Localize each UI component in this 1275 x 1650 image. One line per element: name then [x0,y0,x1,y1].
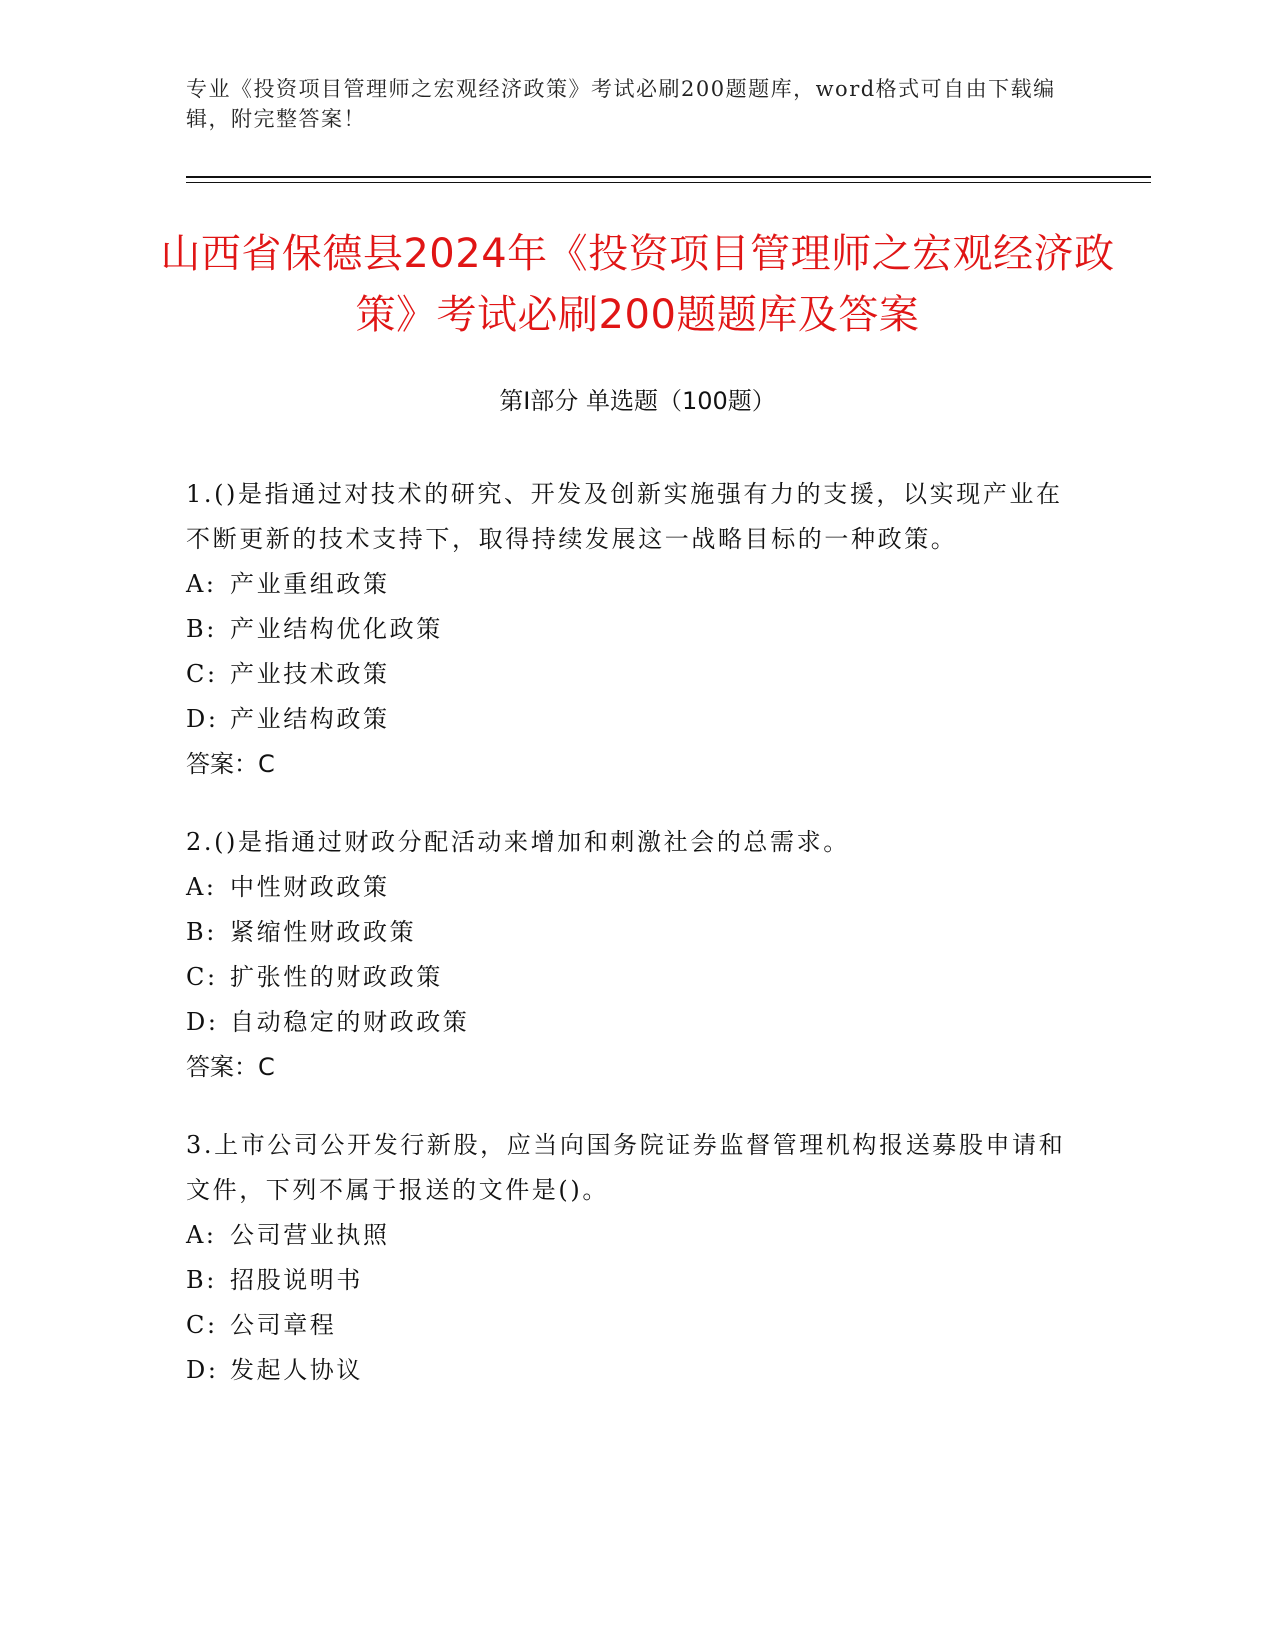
option-key: B: [186,1266,217,1294]
option-d [186,1000,1066,1045]
option-b [186,910,1066,955]
option-key: C: [186,1311,218,1339]
option-text: 紧缩性财政政策 [230,918,417,946]
option-b [186,607,1066,652]
answer-line: 答案：C [186,1053,275,1081]
question-stem: 1.()是指通过对技术的研究、开发及创新实施强有力的支援，以实现产业在不断更新的技术支持下，取得持续发展这一战略目标的一种政策。 [186,480,1063,553]
option-c [186,1303,1066,1348]
option-key: C: [186,963,218,991]
header-rule-thin [186,182,1151,183]
header-rule-thick [186,176,1151,178]
question-stem: 3.上市公司公开发行新股，应当向国务院证券监督管理机构报送募股申请和文件，下列不属于报送的文件是()。 [186,1131,1066,1204]
option-text: 产业重组政策 [230,570,390,598]
answer-line: 答案：C [186,750,275,778]
option-text: 产业技术政策 [230,660,390,688]
option-a [186,1213,1066,1258]
option-text: 公司章程 [230,1311,337,1339]
option-key: B: [186,615,217,643]
option-c [186,652,1066,697]
option-text: 招股说明书 [230,1266,363,1294]
option-text: 发起人协议 [230,1356,363,1384]
option-text: 公司营业执照 [230,1221,390,1249]
option-a [186,865,1066,910]
section-title: 第Ⅰ部分 单选题（100题） [499,387,776,415]
question-2 [186,820,1066,1090]
option-key: A: [186,570,217,598]
question-stem: 2.()是指通过财政分配活动来增加和刺激社会的总需求。 [186,828,850,856]
option-key: D: [186,1356,219,1384]
option-key: A: [186,1221,217,1249]
option-d [186,697,1066,742]
option-d [186,1348,1066,1393]
option-text: 中性财政政策 [230,873,390,901]
option-text: 自动稳定的财政政策 [230,1008,470,1036]
option-c [186,955,1066,1000]
question-1 [186,472,1066,787]
option-key: A: [186,873,217,901]
option-b [186,1258,1066,1303]
option-key: D: [186,1008,219,1036]
option-a [186,562,1066,607]
question-3 [186,1123,1066,1393]
header-note: 专业《投资项目管理师之宏观经济政策》考试必刷200题题库，word格式可自由下载编辑，附完整答案！ [186,77,1056,131]
option-key: C: [186,660,218,688]
option-text: 产业结构政策 [230,705,390,733]
option-key: B: [186,918,217,946]
document-title: 山西省保德县2024年《投资项目管理师之宏观经济政策》考试必刷200题题库及答案 [160,231,1115,338]
question-list [186,472,1066,1426]
option-text: 产业结构优化政策 [230,615,443,643]
option-key: D: [186,705,219,733]
option-text: 扩张性的财政政策 [230,963,443,991]
